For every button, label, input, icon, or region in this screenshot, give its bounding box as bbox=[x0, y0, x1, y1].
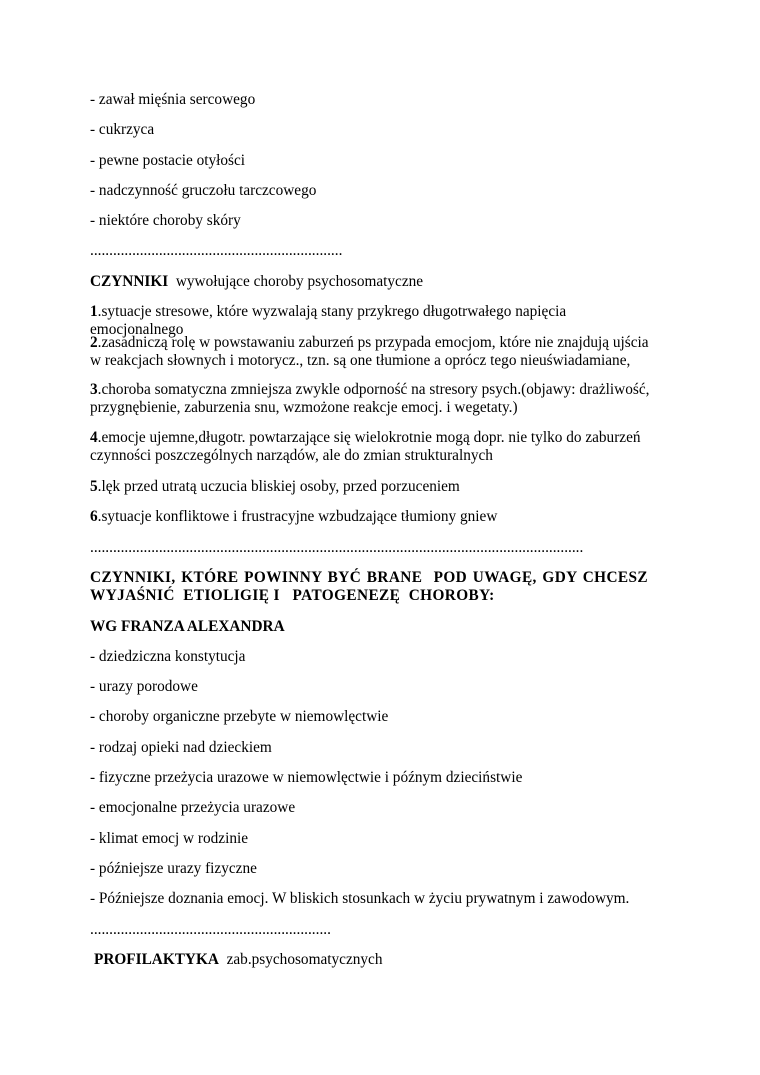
factor-text: .choroba somatyczna zmniejsza zwykle odporność na stresory psych.(objawy: drażliwość, przygnębienie, zaburzenia snu, wzmożone reakcje emocj. i wegetaty.) bbox=[90, 381, 650, 416]
factors-heading bbox=[90, 273, 423, 291]
factor-item bbox=[90, 478, 662, 496]
list-item: - nadczynność gruczołu tarczcowego bbox=[90, 182, 317, 199]
factors-heading-rest: wywołujące choroby psychosomatyczne bbox=[168, 273, 424, 290]
list-item: - zawał mięśnia sercowego bbox=[90, 91, 256, 108]
list-item: - cukrzyca bbox=[90, 121, 155, 138]
list-item: - późniejsze urazy fizyczne bbox=[90, 860, 257, 877]
factor-item bbox=[90, 334, 662, 370]
list-item: - klimat emocj w rodzinie bbox=[90, 830, 249, 847]
factor-number: 2 bbox=[90, 334, 98, 351]
etiology-heading: CZYNNIKI, KTÓRE POWINNY BYĆ BRANE POD UWAGĘ, GDY CHCESZ WYJAŚNIĆ ETIOLIGIĘ I PATOGENEZĘ CHOROBY: bbox=[90, 569, 652, 604]
factor-text: .sytuacje konfliktowe i frustracyjne wzbudzające tłumiony gniew bbox=[97, 508, 498, 525]
factor-text: .sytuacje stresowe, które wyzwalają stany przykrego długotrwałego napięcia emocjonalnego bbox=[90, 303, 567, 338]
list-item: - niektóre choroby skóry bbox=[90, 212, 241, 229]
factor-number: 4 bbox=[90, 429, 98, 446]
factor-item bbox=[90, 381, 662, 417]
factor-number: 5 bbox=[90, 478, 98, 495]
list-item: - dziedziczna konstytucja bbox=[90, 648, 246, 665]
factor-number: 3 bbox=[90, 381, 98, 398]
factor-text: .emocje ujemne,długotr. powtarzające się wielokrotnie mogą dopr. nie tylko do zaburzeń czynności poszczególnych narządów, ale do zmian strukturalnych bbox=[90, 429, 641, 464]
separator: ................................................................................................................................. bbox=[90, 539, 584, 556]
list-item: - pewne postacie otyłości bbox=[90, 152, 246, 169]
prevention-heading-bold: PROFILAKTYKA bbox=[94, 951, 219, 968]
factors-heading-bold: CZYNNIKI bbox=[90, 273, 169, 290]
list-item: - choroby organiczne przebyte w niemowlęctwie bbox=[90, 708, 389, 725]
separator: .................................................................. bbox=[90, 242, 343, 259]
prevention-heading-rest: zab.psychosomatycznych bbox=[218, 951, 383, 968]
list-item: - rodzaj opieki nad dzieckiem bbox=[90, 739, 272, 756]
list-item: - urazy porodowe bbox=[90, 678, 198, 695]
list-item: - fizyczne przeżycia urazowe w niemowlęctwie i późnym dzieciństwie bbox=[90, 769, 523, 786]
factor-text: .lęk przed utratą uczucia bliskiej osoby, przed porzuceniem bbox=[97, 478, 460, 495]
factor-text: .zasadniczą rolę w powstawaniu zaburzeń ps przypada emocjom, które nie znajdują ujścia w reakcjach słownych i motorycz., tzn. są one tłumione a oprócz tego nieuświadamiane, bbox=[90, 334, 649, 369]
factor-number: 6 bbox=[90, 508, 98, 525]
factor-item bbox=[90, 429, 662, 465]
list-item: - emocjonalne przeżycia urazowe bbox=[90, 799, 296, 816]
list-item: - Późniejsze doznania emocj. W bliskich stosunkach w życiu prywatnym i zawodowym. bbox=[90, 890, 630, 907]
prevention-heading bbox=[94, 951, 382, 969]
factor-item bbox=[90, 508, 662, 526]
alexander-heading: WG FRANZA ALEXANDRA bbox=[90, 618, 285, 635]
factor-number: 1 bbox=[90, 303, 98, 320]
separator: ............................................................... bbox=[90, 921, 331, 938]
